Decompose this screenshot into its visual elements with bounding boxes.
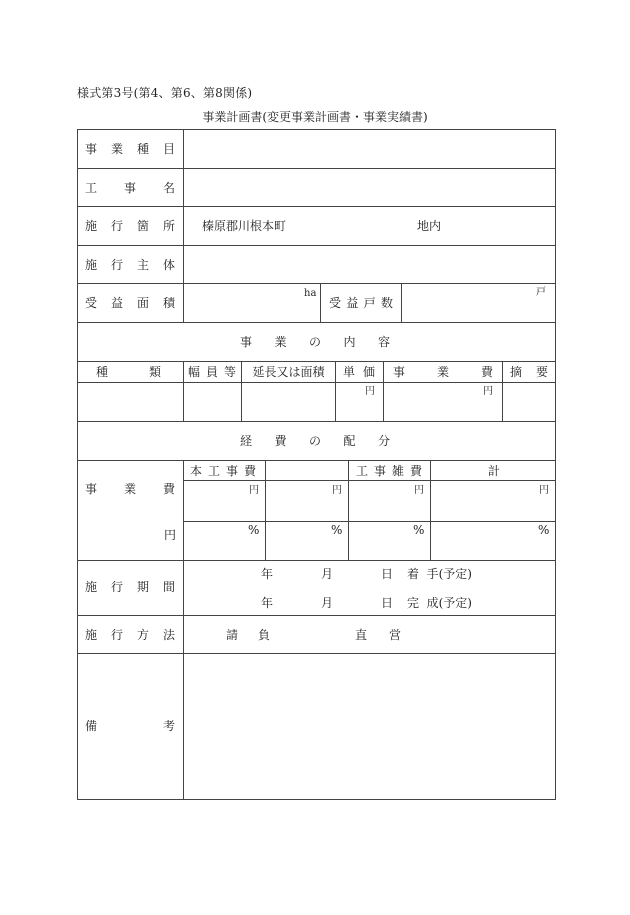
period-day: 日: [381, 596, 394, 610]
col-length: 延長又は面積: [252, 365, 325, 379]
period-year: 年: [261, 596, 274, 610]
site-value: 榛原郡川根本町: [202, 219, 287, 233]
col-divider: [183, 129, 184, 322]
document-title: 事業計画書(変更事業計画書・事業実績書): [202, 110, 428, 124]
label-benefit-households: 受 益 戸 数: [329, 296, 393, 310]
col-divider: [383, 361, 384, 421]
yen-unit: 円: [249, 485, 259, 496]
site-suffix: 地内: [417, 219, 442, 233]
content-heading: 事 業 の 内 容: [240, 335, 390, 349]
col-divider: [502, 361, 503, 421]
label-work-name: 工 事 名: [85, 181, 175, 195]
period-month: 月: [321, 596, 334, 610]
yen-unit: 円: [414, 485, 424, 496]
col-divider: [335, 361, 336, 421]
row-divider: [77, 382, 556, 383]
col-divider: [320, 283, 321, 322]
period-start: 着 手(予定): [407, 567, 472, 581]
row-divider: [77, 421, 556, 422]
allocation-yen-label: 円: [164, 528, 177, 542]
label-period: 施 行 期 間: [85, 580, 175, 594]
label-benefit-area: 受 益 面 積: [85, 296, 175, 310]
label-site: 施 行 箇 所: [85, 219, 175, 233]
row-divider: [183, 521, 556, 522]
row-divider: [77, 460, 556, 461]
row-divider: [77, 322, 556, 323]
col-divider: [348, 460, 349, 560]
col-divider: [183, 361, 184, 421]
yen-unit: 円: [332, 485, 342, 496]
yen-unit: 円: [483, 386, 493, 397]
row-divider: [77, 361, 556, 362]
period-day: 日: [381, 567, 394, 581]
col-width: 幅 員 等: [188, 365, 236, 379]
row-divider: [77, 206, 556, 207]
row-divider: [77, 560, 556, 561]
col-cost: 事 業 費: [393, 365, 493, 379]
yen-unit: 円: [365, 386, 375, 397]
allocation-heading: 経 費 の 配 分: [240, 434, 390, 448]
allocation-label-cost: 事 業 費: [85, 482, 175, 496]
yen-unit: 円: [539, 485, 549, 496]
col-main-works: 本 工 事 費: [190, 464, 256, 478]
period-year: 年: [261, 567, 274, 581]
row-divider: [183, 480, 556, 481]
col-misc-works: 工 事 雑 費: [356, 464, 422, 478]
label-executor: 施 行 主 体: [85, 258, 175, 272]
col-divider: [430, 460, 431, 560]
percent-unit: %: [538, 523, 550, 537]
row-divider: [77, 283, 556, 284]
label-project-type: 事 業 種 目: [85, 142, 175, 156]
percent-unit: %: [248, 523, 260, 537]
percent-unit: %: [413, 523, 425, 537]
col-divider: [183, 460, 184, 800]
percent-unit: %: [331, 523, 343, 537]
method-contract: 請 負: [226, 628, 270, 642]
household-unit: 戸: [536, 287, 546, 298]
row-divider: [77, 245, 556, 246]
row-divider: [77, 168, 556, 169]
row-divider: [77, 653, 556, 654]
form-number: 様式第3号(第4、第6、第8関係): [77, 86, 253, 100]
col-divider: [265, 460, 266, 560]
ha-unit: ha: [304, 288, 317, 299]
method-direct: 直 営: [355, 628, 401, 642]
period-month: 月: [321, 567, 334, 581]
col-total: 計: [488, 464, 501, 478]
row-divider: [77, 615, 556, 616]
label-remarks: 備 考: [85, 719, 175, 733]
col-unit-price: 単 価: [343, 365, 375, 379]
col-kind: 種 類: [96, 365, 161, 379]
col-remarks: 摘 要: [510, 365, 548, 379]
col-divider: [401, 283, 402, 322]
period-end: 完 成(予定): [407, 596, 472, 610]
label-method: 施 行 方 法: [85, 628, 175, 642]
